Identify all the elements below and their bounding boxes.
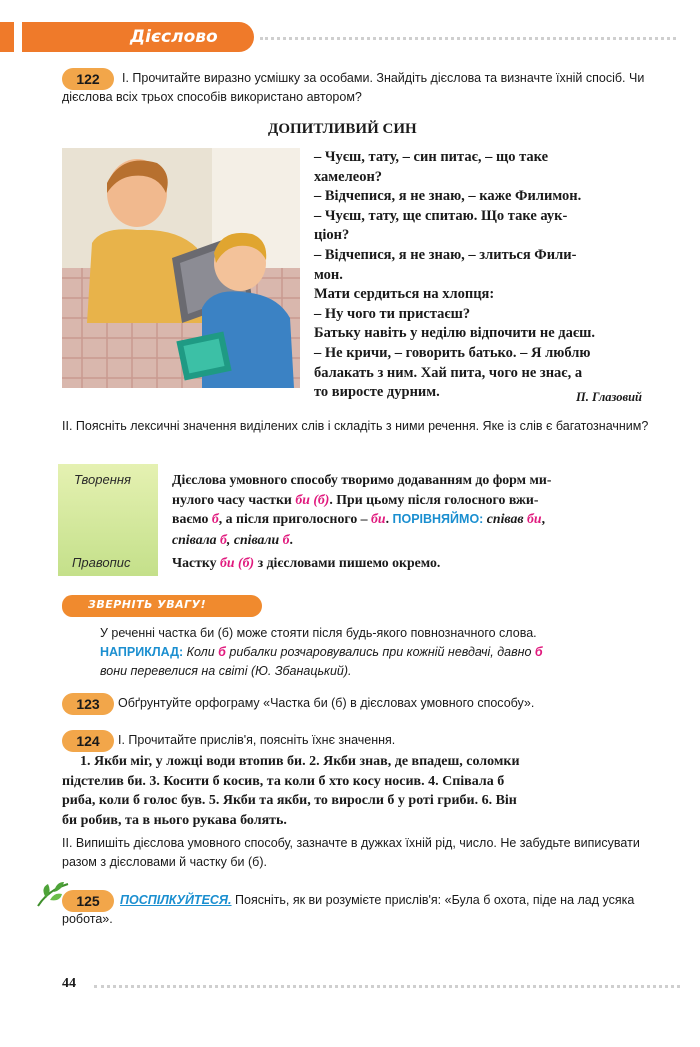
rule-particle: б [282,531,290,547]
compare-label: ПОРІВНЯЙМО: [392,512,484,527]
father-son-illustration [62,148,300,388]
rule-text: Дієслова умовного способу творимо додаванням до форм ми- [172,472,552,487]
story-line: – Чуєш, тату, – син питає, – що таке [314,149,549,165]
story-line: – Відчепися, я не знаю, – каже Филимон. [314,188,582,205]
attention-particle: б [534,645,543,659]
exercise-123-badge: 123 [62,693,114,715]
exercise-125-badge: 125 [62,890,114,912]
rule-label-formation: Творення [74,472,131,487]
attention-line: вони перевелися на світі (Ю. Збанацький). [100,664,352,678]
story-line: – Ну чого ти пристаєш? [314,305,471,322]
rule-text: співав [483,511,527,527]
story-line: ціон? [314,227,350,244]
story-line: – Не кричи, – говорить батько. – Я люблю [314,344,591,361]
story-line: – Відчепися, я не знаю, – злиться Фили- [314,246,577,263]
footer-divider [94,985,680,988]
section-title: Дієслово [130,27,218,47]
proverbs [62,752,652,830]
rule-particle: би (б) [220,555,255,570]
rule-text: , [541,511,546,527]
example-label: НАПРИКЛАД: [100,645,184,659]
rule-particle: б [220,531,227,547]
exercise-122-task1: І. Прочитайте виразно усмішку за особами. Знайдіть дієслова та визначте їхній спосіб. Чи дієслова всіх трьох способів використано автором? [62,71,645,104]
rule-text: нулого часу частки [172,491,296,507]
exercise-124-task2: ІІ. Випишіть дієслова умовного способу, зазначте в дужках їхній рід, число. Не забудьте виписувати разом з дієсловами й частку би (б). [62,836,640,869]
rule-text: . [385,511,393,527]
proverb-line: риба, коли б голос був. 5. Якби та якби, то виросли б у роті гриби. 6. Він [62,793,517,809]
rule-formation-text [172,470,652,549]
proverb-line: би робив, та в нього рукава болять. [62,812,287,828]
header-tab [0,22,14,52]
story-author: П. Глазовий [576,390,642,404]
story-line: балакать з ним. Хай пита, чого не знає, а [314,364,583,381]
page-number: 44 [62,976,76,991]
rule-text: Частку [172,555,221,570]
attention-label: ЗВЕРНІТЬ УВАГУ! [88,598,207,611]
story-line: Батьку навіть у неділю відпочити не даєш. [314,325,596,342]
attention-particle: б [218,645,226,659]
exercise-125-text [62,891,652,929]
attention-line: рибалки розчаровувались при кожній невдачі, давно [225,645,535,659]
rule-text: співала [172,531,221,547]
exercise-124-badge: 124 [62,730,114,752]
rule-particle: би [371,511,386,527]
rule-text: ваємо [172,511,212,527]
exercise-124-task1: І. Прочитайте прислів'я, поясніть їхнє значення. [118,733,396,747]
rule-text: , а після приголосного – [218,511,372,527]
rule-text: з дієсловами пишемо окремо. [254,555,441,570]
story-title: ДОПИТЛИВИЙ СИН [268,121,417,137]
exercise-122-task2: ІІ. Поясніть лексичні значення виділених слів і складіть з ними речення. Яке із слів є багатозначним? [62,419,649,433]
attention-text [100,624,660,681]
proverb-line: 1. Якби міг, у ложці води втопив би. 2. Якби знав, де впадеш, соломки [80,754,520,769]
attention-line: Коли [183,645,219,659]
exercise-122-badge: 122 [62,68,114,90]
rule-particle: б [211,511,219,527]
rule-particle: би (б) [295,491,330,507]
header-divider [260,37,676,40]
story-line: – Чуєш, тату, ще спитаю. Що таке аук- [314,207,568,224]
rule-text: . При цьому після голосного вжи- [329,491,539,507]
exercise-125-body: Поясніть, як ви розумієте прислів'я: «Була б охота, піде на лад усяка робота». [62,893,635,926]
story-line: мон. [314,266,343,283]
story-text [314,148,644,403]
rule-particle: би [527,511,542,527]
story-line: хамелеон? [314,168,383,185]
rule-text: , співали [226,531,283,547]
proverb-line: підстелив би. 3. Косити б косив, та коли б хто косу носив. 4. Співала б [62,773,505,789]
exercise-123-text: Обґрунтуйте орфограму «Частка би (б) в дієсловах умовного способу». [118,696,535,710]
attention-line: У реченні частка би (б) може стояти після будь-якого повнозначного слова. [100,626,537,640]
rule-text: . [289,531,293,547]
discussion-label: ПОСПІЛКУЙТЕСЯ. [120,893,232,907]
rule-label-spelling: Правопис [72,555,131,570]
story-line: Мати сердиться на хлопця: [314,286,495,303]
rule-spelling-text [172,553,652,573]
story-line: то виросте дурним. [314,384,440,401]
